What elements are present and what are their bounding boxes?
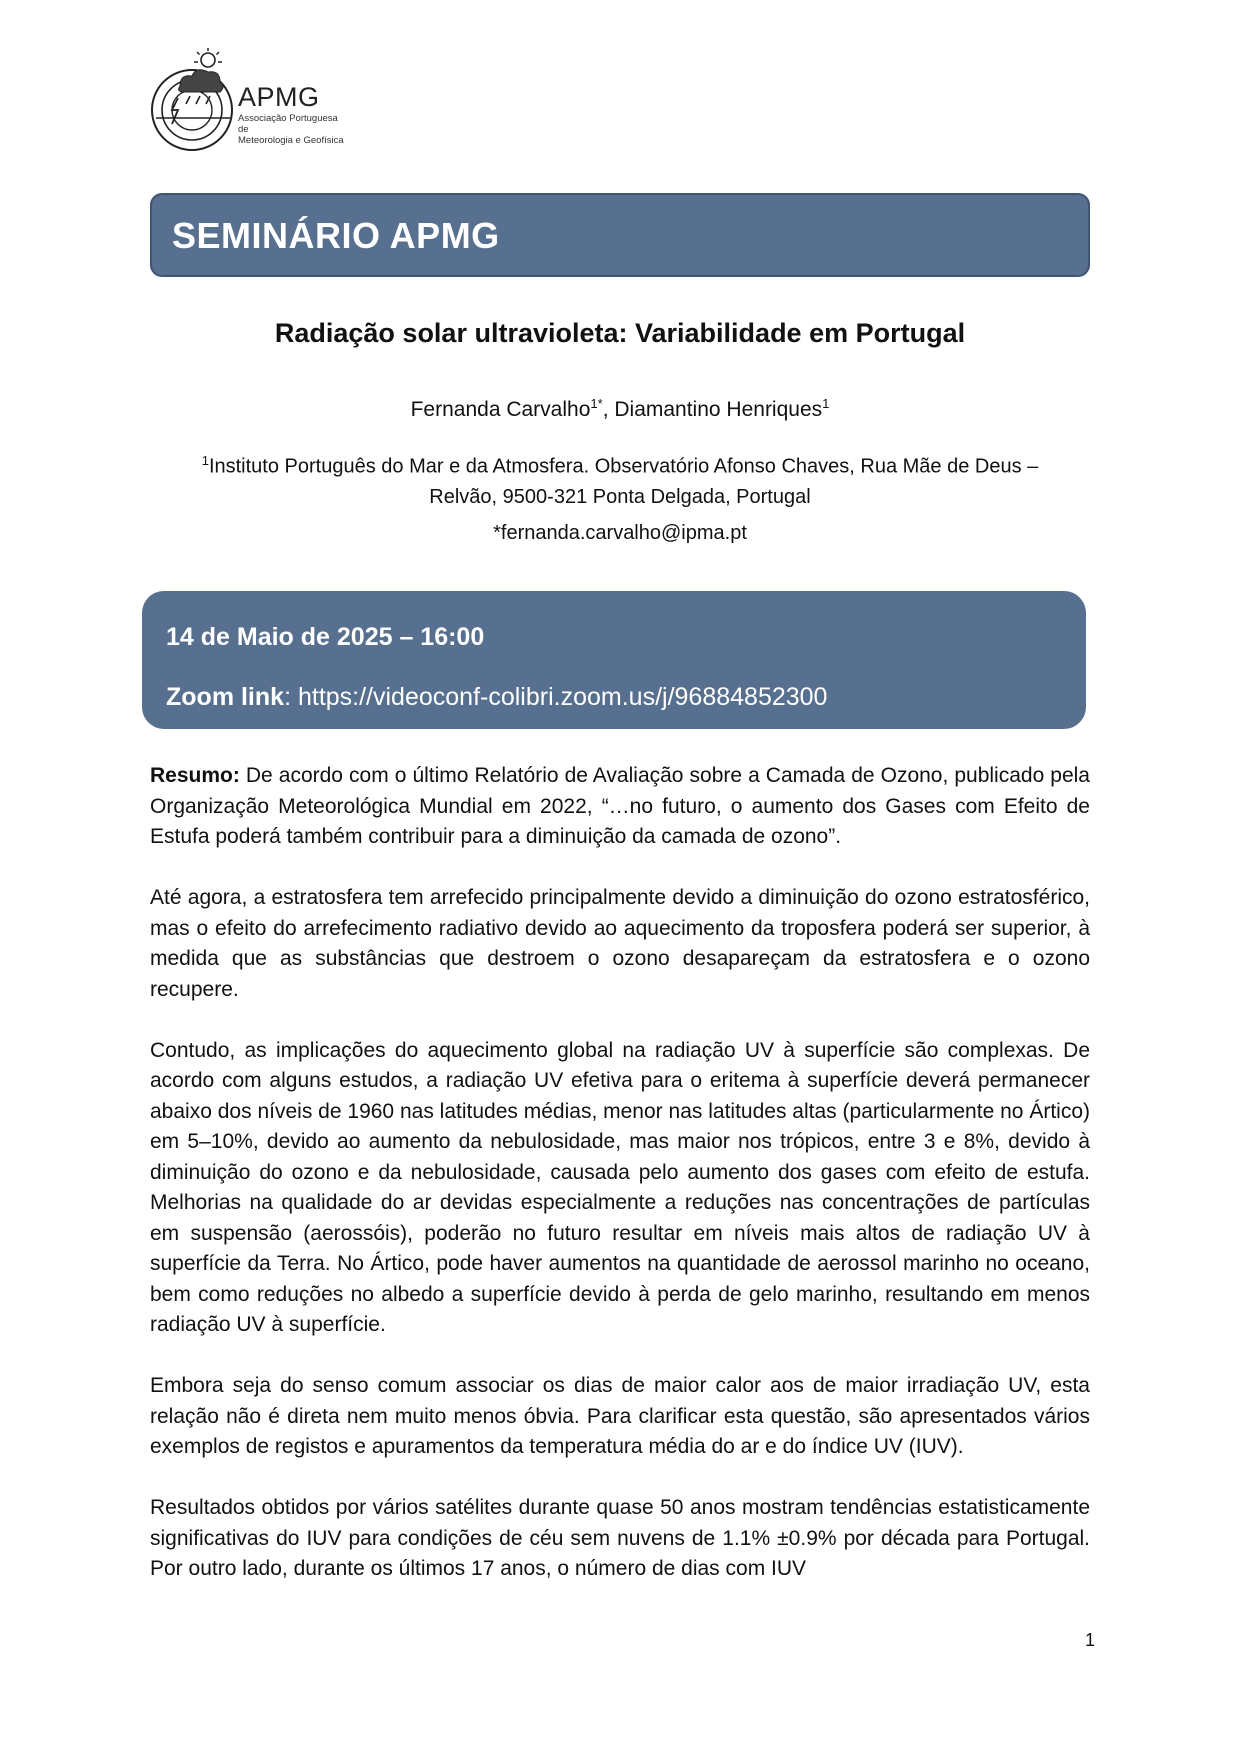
affiliation-line-2: Relvão, 9500-321 Ponta Delgada, Portugal [429,485,811,508]
zoom-link-url[interactable]: https://videoconf-colibri.zoom.us/j/96884852300 [297,683,828,711]
affiliation-mark: 1 [201,453,209,468]
abstract-paragraph-5: Resultados obtidos por vários satélites durante quase 50 anos mostram tendências estatisticamente significativas do IUV para condições de céu sem nuvens de 1.1% ±0.9% por década para Portugal. Por outro lado, durante os últimos 17 anos, o número de dias com IUV [150,1496,1090,1580]
contact-email: *fernanda.carvalho@ipma.pt [493,522,747,544]
apmg-logo-emblem-icon [150,46,240,156]
authors [150,396,1090,422]
logo-subtitle-line2: Meteorologia e Geofísica [238,135,344,146]
affiliation-line-1-text: Instituto Português do Mar e da Atmosfera. Observatório Afonso Chaves, Rua Mãe de Deus – [208,455,1039,478]
abstract-paragraph-1 [150,761,1090,853]
abstract-paragraph-1-text: De acordo com o último Relatório de Avaliação sobre a Camada de Ozono, publicado pela Organização Meteorológica Mundial em 2022, “…no futuro, o aumento dos Gases com Efeito de Estufa poderá também contribuir para a diminuição da camada de ozono”. [150,764,1090,848]
author-1: Fernanda Carvalho [410,398,591,421]
logo-subtitle-line1: Associação Portuguesa de [238,113,338,135]
abstract-paragraph-3: Contudo, as implicações do aquecimento global na radiação UV à superfície são complexas. De acordo com alguns estudos, a radiação UV efetiva para o eritema à superfície deverá permanecer abaixo dos níveis de 1960 nas latitudes médias, menor nas latitudes altas (particularmente no Ártico) em 5–10%, devido ao aumento da nebulosidade, mas maior nos trópicos, entre 3 e 8%, devido à diminuição do ozono e da nebulosidade, causada pelo aumento dos gases com efeito de estufa. Melhorias na qualidade do ar devidas especialmente a reduções nas concentrações de partículas em suspensão (aerossóis), poderão no futuro resultar em níveis mais altos de radiação UV à superfície da Terra. No Ártico, pode haver aumentos na quantidade de aerossol marinho no oceano, bem como reduções no albedo a superfície devido à perda de gelo marinho, resultando em menos radiação UV à superfície. [150,1038,1090,1336]
page-number: 1 [1085,1630,1096,1650]
author-2: Diamantino Henriques [614,398,823,421]
banner-title: SEMINÁRIO APMG [172,215,500,256]
event-date: 14 de Maio de 2025 – 16:00 [166,623,485,651]
affiliation [150,446,1090,512]
seminar-banner [150,193,1090,277]
abstract-paragraph-4: Embora seja do senso comum associar os dias de maior calor aos de maior irradiação UV, esta relação não é direta nem muito menos óbvia. Para clarificar esta questão, são apresentados vários exemplos de registos e apuramentos da temperatura média do ar e do índice UV (IUV). [150,1374,1090,1458]
zoom-link-line [166,683,827,712]
logo-name: APMG [238,82,320,112]
resumo-label: Resumo: [150,764,240,787]
zoom-link-label: Zoom link [166,683,285,711]
author-separator: , [602,398,615,421]
abstract-body [150,761,1090,1615]
apmg-logo [150,46,344,156]
abstract-paragraph-2: Até agora, a estratosfera tem arrefecido principalmente devido a diminuição do ozono estratosférico, mas o efeito do arrefecimento radiativo devido ao aquecimento da troposfera poderá ser superior, à medida que as substâncias que destroem o ozono desapareçam da estratosfera e o ozono recupere. [150,886,1090,1001]
logo-subtitle [238,113,348,146]
event-info-box [142,591,1086,729]
paper-title: Radiação solar ultravioleta: Variabilidade em Portugal [274,318,966,348]
zoom-link-separator: : [284,683,298,711]
author-1-affiliation-mark: 1* [590,396,603,411]
affiliation-line-1 [150,446,1090,482]
author-2-affiliation-mark: 1 [822,396,830,411]
